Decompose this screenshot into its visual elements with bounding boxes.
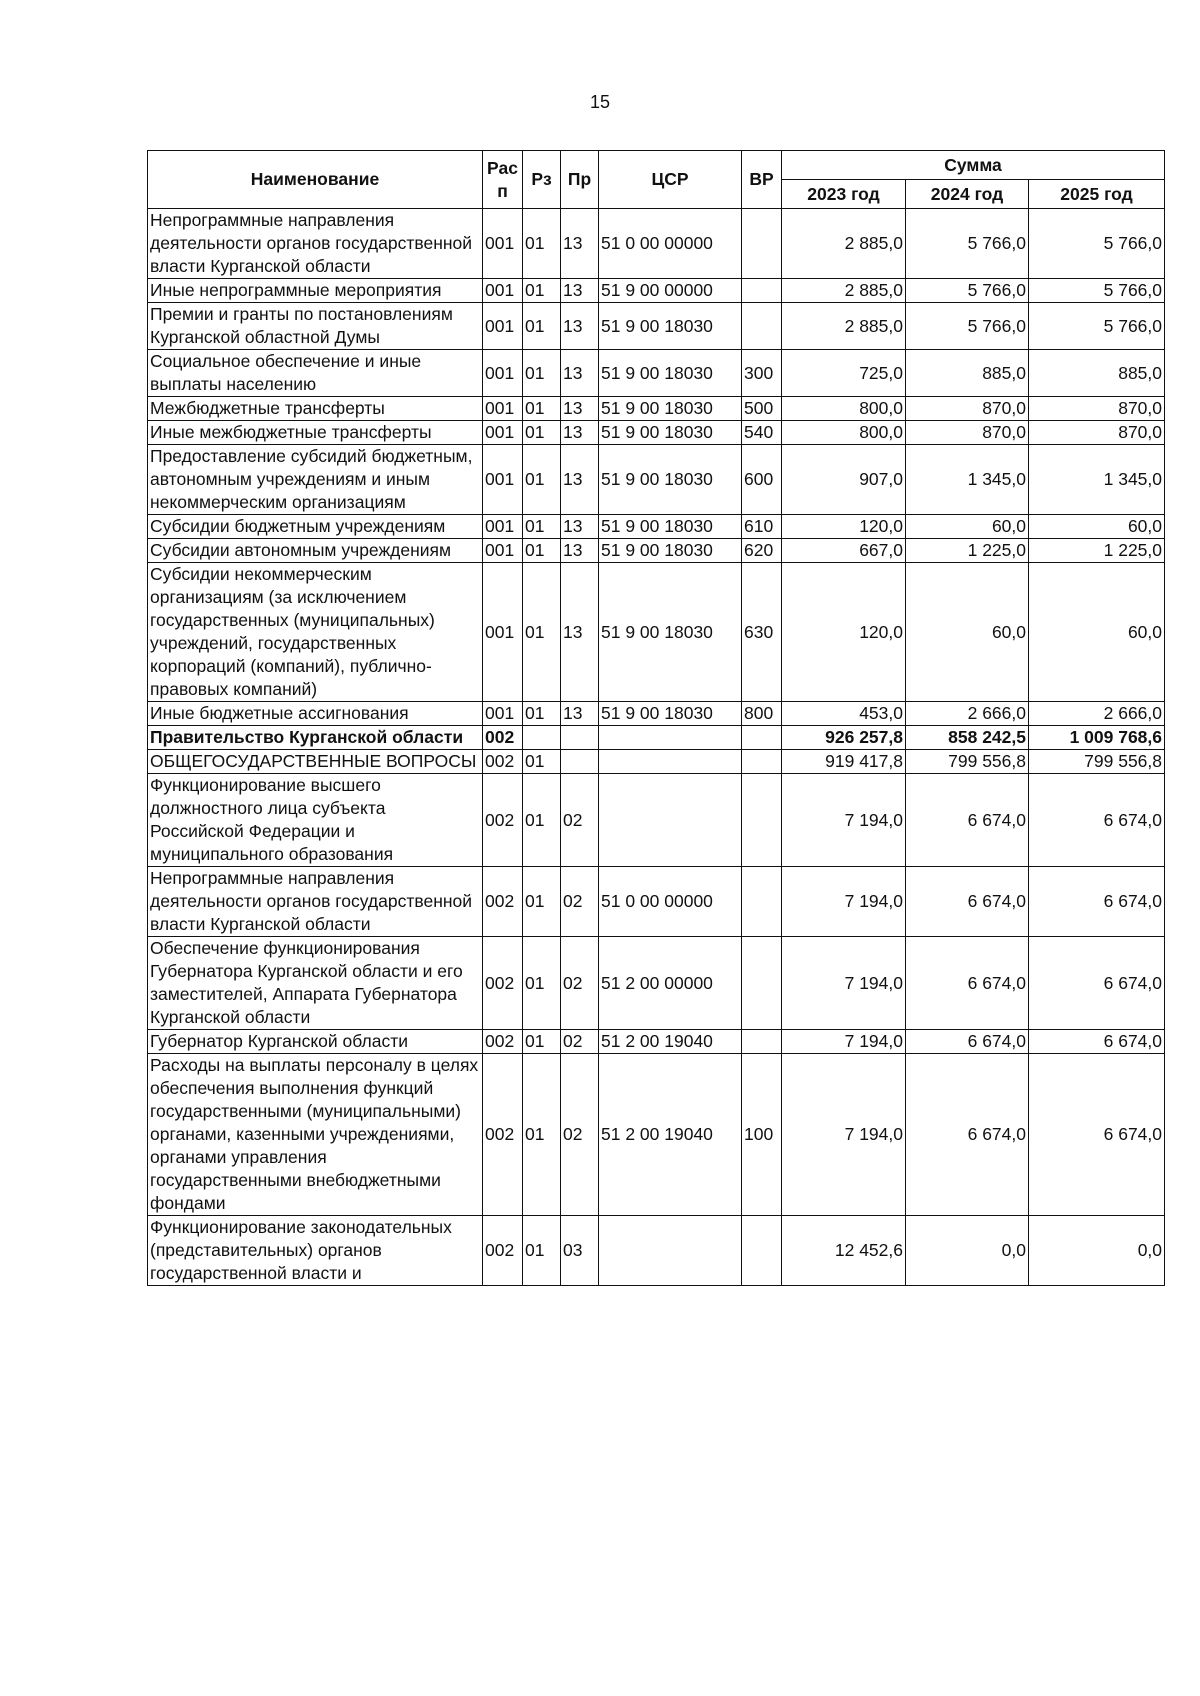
cell-sum-2023: 919 417,8 xyxy=(782,750,906,774)
cell-pr: 13 xyxy=(561,702,599,726)
header-rasp: Рас п xyxy=(483,151,523,209)
cell-sum-2023: 2 885,0 xyxy=(782,279,906,303)
cell-vr: 800 xyxy=(742,702,782,726)
cell-csr: 51 9 00 18030 xyxy=(599,702,742,726)
cell-sum-2023: 7 194,0 xyxy=(782,774,906,867)
cell-name: Предоставление субсидий бюджетным, автономным учреждениям и иным некоммерческим организациям xyxy=(148,445,483,515)
cell-sum-2024: 6 674,0 xyxy=(906,1030,1029,1054)
cell-vr xyxy=(742,867,782,937)
cell-sum-2023: 120,0 xyxy=(782,515,906,539)
cell-sum-2024: 6 674,0 xyxy=(906,774,1029,867)
cell-pr: 13 xyxy=(561,303,599,350)
cell-rz: 01 xyxy=(523,750,561,774)
cell-sum-2023: 453,0 xyxy=(782,702,906,726)
cell-vr xyxy=(742,1216,782,1286)
cell-csr: 51 9 00 18030 xyxy=(599,350,742,397)
header-year-2023: 2023 год xyxy=(782,180,906,209)
cell-vr xyxy=(742,1030,782,1054)
cell-vr: 300 xyxy=(742,350,782,397)
cell-sum-2025: 1 225,0 xyxy=(1029,539,1165,563)
cell-name: Правительство Курганской области xyxy=(148,726,483,750)
cell-rz: 01 xyxy=(523,397,561,421)
cell-rz: 01 xyxy=(523,279,561,303)
table-row xyxy=(148,1054,1165,1216)
cell-vr: 100 xyxy=(742,1054,782,1216)
cell-sum-2023: 800,0 xyxy=(782,397,906,421)
cell-csr: 51 9 00 18030 xyxy=(599,445,742,515)
cell-rasp: 001 xyxy=(483,397,523,421)
cell-csr xyxy=(599,1216,742,1286)
table-row xyxy=(148,515,1165,539)
cell-name: Функционирование законодательных (представительных) органов государственной власти и xyxy=(148,1216,483,1286)
cell-rasp: 001 xyxy=(483,421,523,445)
table-row xyxy=(148,937,1165,1030)
cell-rasp: 001 xyxy=(483,279,523,303)
cell-pr: 13 xyxy=(561,350,599,397)
table-row xyxy=(148,1030,1165,1054)
cell-vr: 610 xyxy=(742,515,782,539)
cell-sum-2024: 870,0 xyxy=(906,421,1029,445)
header-pr: Пр xyxy=(561,151,599,209)
cell-pr: 13 xyxy=(561,539,599,563)
cell-sum-2025: 1 009 768,6 xyxy=(1029,726,1165,750)
table-row xyxy=(148,750,1165,774)
cell-sum-2024: 0,0 xyxy=(906,1216,1029,1286)
table-row xyxy=(148,726,1165,750)
table-row xyxy=(148,445,1165,515)
cell-sum-2024: 1 345,0 xyxy=(906,445,1029,515)
cell-name: Функционирование высшего должностного лица субъекта Российской Федерации и муниципального образования xyxy=(148,774,483,867)
cell-rz: 01 xyxy=(523,1216,561,1286)
cell-sum-2025: 0,0 xyxy=(1029,1216,1165,1286)
cell-sum-2024: 870,0 xyxy=(906,397,1029,421)
cell-name: Премии и гранты по постановлениям Курганской областной Думы xyxy=(148,303,483,350)
cell-vr xyxy=(742,750,782,774)
cell-name: Иные межбюджетные трансферты xyxy=(148,421,483,445)
cell-rasp: 001 xyxy=(483,303,523,350)
cell-sum-2025: 799 556,8 xyxy=(1029,750,1165,774)
cell-vr xyxy=(742,937,782,1030)
page-number: 15 xyxy=(589,92,611,112)
cell-vr xyxy=(742,726,782,750)
cell-sum-2024: 60,0 xyxy=(906,515,1029,539)
cell-rz: 01 xyxy=(523,539,561,563)
cell-rz: 01 xyxy=(523,774,561,867)
cell-sum-2025: 6 674,0 xyxy=(1029,867,1165,937)
cell-csr: 51 9 00 18030 xyxy=(599,421,742,445)
cell-csr xyxy=(599,750,742,774)
cell-rasp: 001 xyxy=(483,539,523,563)
cell-name: Губернатор Курганской области xyxy=(148,1030,483,1054)
cell-sum-2023: 725,0 xyxy=(782,350,906,397)
cell-sum-2025: 6 674,0 xyxy=(1029,937,1165,1030)
cell-csr xyxy=(599,774,742,867)
cell-sum-2025: 870,0 xyxy=(1029,397,1165,421)
cell-rz: 01 xyxy=(523,867,561,937)
cell-sum-2023: 907,0 xyxy=(782,445,906,515)
cell-name: Субсидии автономным учреждениям xyxy=(148,539,483,563)
cell-csr: 51 9 00 18030 xyxy=(599,515,742,539)
cell-name: Социальное обеспечение и иные выплаты населению xyxy=(148,350,483,397)
cell-sum-2024: 6 674,0 xyxy=(906,867,1029,937)
cell-csr: 51 9 00 18030 xyxy=(599,397,742,421)
cell-pr: 02 xyxy=(561,1030,599,1054)
cell-sum-2025: 5 766,0 xyxy=(1029,209,1165,279)
cell-rasp: 001 xyxy=(483,702,523,726)
cell-sum-2023: 7 194,0 xyxy=(782,937,906,1030)
cell-sum-2024: 858 242,5 xyxy=(906,726,1029,750)
cell-rz: 01 xyxy=(523,445,561,515)
cell-pr: 02 xyxy=(561,867,599,937)
cell-rasp: 002 xyxy=(483,937,523,1030)
cell-pr: 13 xyxy=(561,397,599,421)
cell-sum-2023: 7 194,0 xyxy=(782,867,906,937)
cell-sum-2023: 7 194,0 xyxy=(782,1030,906,1054)
cell-rz: 01 xyxy=(523,515,561,539)
cell-rz: 01 xyxy=(523,421,561,445)
cell-sum-2025: 6 674,0 xyxy=(1029,1030,1165,1054)
cell-rasp: 001 xyxy=(483,209,523,279)
header-year-2024: 2024 год xyxy=(906,180,1029,209)
cell-pr: 13 xyxy=(561,279,599,303)
header-sum: Сумма xyxy=(782,151,1165,180)
cell-sum-2025: 2 666,0 xyxy=(1029,702,1165,726)
cell-rz: 01 xyxy=(523,702,561,726)
header-vr: ВР xyxy=(742,151,782,209)
cell-csr: 51 0 00 00000 xyxy=(599,867,742,937)
cell-vr: 540 xyxy=(742,421,782,445)
cell-name: Непрограммные направления деятельности органов государственной власти Курганской области xyxy=(148,867,483,937)
header-row-1 xyxy=(148,151,1165,180)
header-csr: ЦСР xyxy=(599,151,742,209)
cell-sum-2024: 5 766,0 xyxy=(906,303,1029,350)
cell-sum-2023: 926 257,8 xyxy=(782,726,906,750)
table-row xyxy=(148,397,1165,421)
cell-rz: 01 xyxy=(523,209,561,279)
cell-pr: 03 xyxy=(561,1216,599,1286)
table-row xyxy=(148,279,1165,303)
cell-sum-2024: 5 766,0 xyxy=(906,209,1029,279)
cell-sum-2024: 2 666,0 xyxy=(906,702,1029,726)
cell-rz: 01 xyxy=(523,563,561,702)
cell-rasp: 002 xyxy=(483,774,523,867)
header-name: Наименование xyxy=(148,151,483,209)
cell-csr: 51 9 00 18030 xyxy=(599,303,742,350)
cell-pr xyxy=(561,750,599,774)
cell-sum-2025: 5 766,0 xyxy=(1029,279,1165,303)
cell-csr: 51 2 00 19040 xyxy=(599,1054,742,1216)
cell-sum-2025: 6 674,0 xyxy=(1029,774,1165,867)
cell-vr xyxy=(742,209,782,279)
cell-sum-2024: 799 556,8 xyxy=(906,750,1029,774)
cell-sum-2023: 800,0 xyxy=(782,421,906,445)
cell-sum-2025: 870,0 xyxy=(1029,421,1165,445)
cell-vr: 500 xyxy=(742,397,782,421)
cell-sum-2023: 120,0 xyxy=(782,563,906,702)
cell-rz: 01 xyxy=(523,937,561,1030)
cell-sum-2025: 1 345,0 xyxy=(1029,445,1165,515)
cell-sum-2024: 60,0 xyxy=(906,563,1029,702)
cell-name: Обеспечение функционирования Губернатора Курганской области и его заместителей, Аппарата Губернатора Курганской области xyxy=(148,937,483,1030)
cell-rz: 01 xyxy=(523,350,561,397)
cell-vr xyxy=(742,774,782,867)
cell-sum-2023: 7 194,0 xyxy=(782,1054,906,1216)
cell-csr: 51 2 00 19040 xyxy=(599,1030,742,1054)
cell-rz: 01 xyxy=(523,1030,561,1054)
table-row xyxy=(148,774,1165,867)
table-row xyxy=(148,563,1165,702)
cell-pr: 13 xyxy=(561,515,599,539)
cell-pr: 13 xyxy=(561,421,599,445)
cell-rz: 01 xyxy=(523,1054,561,1216)
cell-rasp: 002 xyxy=(483,750,523,774)
cell-rasp: 002 xyxy=(483,1216,523,1286)
budget-table xyxy=(147,150,1165,1286)
cell-pr xyxy=(561,726,599,750)
table-body xyxy=(148,209,1165,1286)
cell-rasp: 002 xyxy=(483,1054,523,1216)
cell-sum-2025: 60,0 xyxy=(1029,563,1165,702)
cell-csr: 51 9 00 18030 xyxy=(599,539,742,563)
cell-rasp: 001 xyxy=(483,350,523,397)
cell-rz: 01 xyxy=(523,303,561,350)
cell-sum-2025: 6 674,0 xyxy=(1029,1054,1165,1216)
cell-rasp: 002 xyxy=(483,1030,523,1054)
cell-sum-2025: 885,0 xyxy=(1029,350,1165,397)
cell-pr: 02 xyxy=(561,1054,599,1216)
cell-name: Субсидии бюджетным учреждениям xyxy=(148,515,483,539)
cell-vr: 600 xyxy=(742,445,782,515)
cell-name: Иные непрограммные мероприятия xyxy=(148,279,483,303)
table-row xyxy=(148,1216,1165,1286)
cell-vr xyxy=(742,303,782,350)
cell-name: Субсидии некоммерческим организациям (за исключением государственных (муниципальных) учреждений, государственных корпораций (компаний), публично-правовых компаний) xyxy=(148,563,483,702)
cell-name: Межбюджетные трансферты xyxy=(148,397,483,421)
cell-name: Иные бюджетные ассигнования xyxy=(148,702,483,726)
header-rz: Рз xyxy=(523,151,561,209)
table-row xyxy=(148,539,1165,563)
cell-rasp: 002 xyxy=(483,867,523,937)
cell-sum-2023: 667,0 xyxy=(782,539,906,563)
cell-sum-2023: 2 885,0 xyxy=(782,209,906,279)
cell-rasp: 002 xyxy=(483,726,523,750)
cell-sum-2024: 1 225,0 xyxy=(906,539,1029,563)
table-row xyxy=(148,209,1165,279)
cell-csr: 51 2 00 00000 xyxy=(599,937,742,1030)
cell-vr xyxy=(742,279,782,303)
header-year-2025: 2025 год xyxy=(1029,180,1165,209)
cell-sum-2024: 5 766,0 xyxy=(906,279,1029,303)
cell-rasp: 001 xyxy=(483,515,523,539)
cell-name: Расходы на выплаты персоналу в целях обеспечения выполнения функций государственными (муниципальными) органами, казенными учреждениями, органами управления государственными внебюджетными фондами xyxy=(148,1054,483,1216)
table-row xyxy=(148,421,1165,445)
cell-rz xyxy=(523,726,561,750)
cell-name: Непрограммные направления деятельности органов государственной власти Курганской области xyxy=(148,209,483,279)
cell-pr: 13 xyxy=(561,563,599,702)
cell-sum-2024: 6 674,0 xyxy=(906,1054,1029,1216)
cell-csr xyxy=(599,726,742,750)
cell-pr: 13 xyxy=(561,209,599,279)
cell-csr: 51 9 00 00000 xyxy=(599,279,742,303)
cell-pr: 02 xyxy=(561,774,599,867)
cell-sum-2025: 60,0 xyxy=(1029,515,1165,539)
cell-sum-2025: 5 766,0 xyxy=(1029,303,1165,350)
cell-sum-2024: 6 674,0 xyxy=(906,937,1029,1030)
cell-sum-2023: 12 452,6 xyxy=(782,1216,906,1286)
cell-name: ОБЩЕГОСУДАРСТВЕННЫЕ ВОПРОСЫ xyxy=(148,750,483,774)
cell-csr: 51 0 00 00000 xyxy=(599,209,742,279)
table-row xyxy=(148,702,1165,726)
cell-csr: 51 9 00 18030 xyxy=(599,563,742,702)
cell-sum-2024: 885,0 xyxy=(906,350,1029,397)
table-row xyxy=(148,303,1165,350)
cell-sum-2023: 2 885,0 xyxy=(782,303,906,350)
cell-pr: 13 xyxy=(561,445,599,515)
cell-vr: 630 xyxy=(742,563,782,702)
table-row xyxy=(148,867,1165,937)
cell-rasp: 001 xyxy=(483,445,523,515)
cell-pr: 02 xyxy=(561,937,599,1030)
cell-rasp: 001 xyxy=(483,563,523,702)
table-row xyxy=(148,350,1165,397)
cell-vr: 620 xyxy=(742,539,782,563)
